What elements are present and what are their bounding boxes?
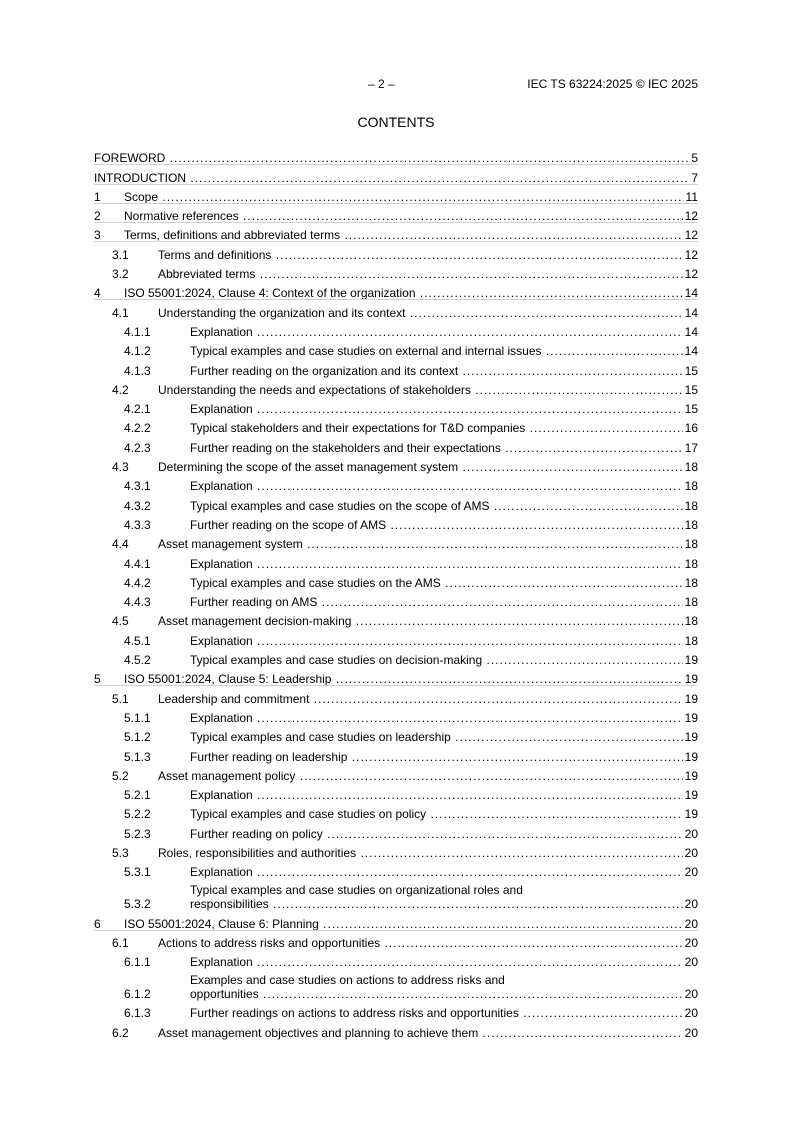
toc-entry-number: 6: [94, 916, 101, 931]
toc-entry-page: 18: [684, 575, 698, 590]
toc-entry-page: 18: [684, 498, 698, 513]
toc-entry-number: 5.3.1: [124, 865, 151, 880]
toc-entry-title: Asset management decision-making .....: [158, 614, 683, 628]
toc-entry-page: 20: [684, 955, 698, 970]
toc-entry-number: 3.2: [112, 267, 129, 282]
toc-entry[interactable]: [94, 841, 698, 860]
toc-entry-page: 20: [684, 826, 698, 841]
toc-entry-page: 20: [684, 935, 698, 950]
toc-entry-number: 5.2: [112, 768, 129, 783]
toc-entry-page: 5: [691, 151, 698, 166]
toc-entry-title-line: Examples and case studies on actions to address risks and: [190, 973, 505, 988]
toc-entry-title: Explanation .....: [190, 634, 683, 648]
toc-entry[interactable]: [94, 744, 698, 763]
document-id: IEC TS 63224:2025 © IEC 2025: [527, 77, 698, 91]
toc-entry-number: 4.5.1: [124, 633, 151, 648]
toc-entry[interactable]: [94, 648, 698, 667]
toc-entry-number: 5.2.3: [124, 826, 151, 841]
toc-entry-title: ISO 55001:2024, Clause 5: Leadership .....: [124, 672, 683, 686]
toc-entry[interactable]: [94, 455, 698, 474]
toc-entry-title: Determining the scope of the asset management system .....: [158, 460, 683, 474]
toc-entry[interactable]: [94, 860, 698, 879]
toc-entry-page: 14: [684, 305, 698, 320]
toc-entry[interactable]: [94, 950, 698, 969]
toc-entry-page: 18: [684, 479, 698, 494]
toc-entry-page: 20: [684, 1025, 698, 1040]
toc-entry[interactable]: [94, 493, 698, 512]
toc-entry[interactable]: [94, 802, 698, 821]
toc-entry[interactable]: [94, 686, 698, 705]
toc-entry-number: 6.2: [112, 1025, 129, 1040]
toc-entry-number: 5.1: [112, 691, 129, 706]
toc-entry-title: Asset management system .....: [158, 537, 683, 551]
toc-entry-title: Explanation .....: [190, 955, 683, 969]
toc-entry-page: 15: [684, 382, 698, 397]
toc-entry-title: Further reading on AMS .....: [190, 595, 683, 609]
toc-entry[interactable]: [94, 281, 698, 300]
toc-entry-title: Typical examples and case studies on policy .....: [190, 807, 683, 821]
toc-entry[interactable]: [94, 551, 698, 570]
toc-entry[interactable]: [94, 435, 698, 454]
toc-entry-number: 4.1: [112, 305, 129, 320]
toc-entry[interactable]: [94, 725, 698, 744]
toc-entry-number: 4.5: [112, 614, 129, 629]
toc-entry-title: FOREWORD .....: [94, 151, 689, 165]
toc-entry-page: 20: [684, 1006, 698, 1021]
toc-entry-title: Normative references .....: [124, 209, 683, 223]
toc-entry-page: 12: [684, 209, 698, 224]
toc-entry-title: Asset management objectives and planning to achieve them .....: [158, 1026, 683, 1040]
toc-entry-title: Explanation .....: [190, 711, 683, 725]
toc-entry[interactable]: [94, 628, 698, 647]
toc-entry-number: 4.4.2: [124, 575, 151, 590]
toc-entry-number: 6.1.3: [124, 1006, 151, 1021]
toc-entry-number: 4.2: [112, 382, 129, 397]
toc-entry-title: Further reading on the stakeholders and their expectations .....: [190, 441, 683, 455]
toc-entry-title: Roles, responsibilities and authorities .....: [158, 846, 683, 860]
toc-entry-page: 14: [684, 286, 698, 301]
toc-entry-title: Leadership and commitment .....: [158, 692, 683, 706]
toc-entry-title: Terms, definitions and abbreviated terms .....: [124, 228, 683, 242]
toc-entry-title: Understanding the needs and expectations of stakeholders .....: [158, 383, 683, 397]
toc-entry-page: 18: [684, 460, 698, 475]
toc-entry-number: 4.1.1: [124, 324, 151, 339]
toc-entry-title: Further reading on policy .....: [190, 827, 683, 841]
toc-entry-number: 4.4: [112, 537, 129, 552]
toc-entry-title: Typical examples and case studies on external and internal issues .....: [190, 344, 683, 358]
toc-entry-page: 18: [684, 556, 698, 571]
toc-entry-title: Typical stakeholders and their expectations for T&D companies .....: [190, 421, 683, 435]
toc-entry-title: Explanation .....: [190, 865, 683, 879]
toc-entry-number: 4.3.3: [124, 517, 151, 532]
toc-entry-number: 4.2.1: [124, 402, 151, 417]
toc-entry[interactable]: [94, 931, 698, 950]
toc-entry-number: 5.1.1: [124, 710, 151, 725]
toc-entry-title: [190, 973, 683, 1001]
toc-entry[interactable]: [94, 474, 698, 493]
toc-entry-title: Explanation .....: [190, 788, 683, 802]
toc-entry-page: 19: [684, 788, 698, 803]
toc-entry[interactable]: [94, 320, 698, 339]
toc-entry-page: 19: [684, 768, 698, 783]
toc-entry-number: 6.1.2: [124, 987, 151, 1002]
toc-entry[interactable]: [94, 969, 698, 1001]
toc-entry-page: 20: [684, 987, 698, 1002]
toc-entry-page: 15: [684, 402, 698, 417]
toc-entry[interactable]: [94, 242, 698, 261]
toc-entry[interactable]: [94, 416, 698, 435]
toc-entry-title-line: opportunities .....: [190, 987, 683, 1001]
toc-entry-page: 19: [684, 691, 698, 706]
toc-entry-title: Typical examples and case studies on leadership .....: [190, 730, 683, 744]
toc-entry-title: Abbreviated terms .....: [158, 267, 683, 281]
toc-entry[interactable]: [94, 1001, 698, 1020]
toc-entry-page: 19: [684, 730, 698, 745]
toc-entry[interactable]: [94, 571, 698, 590]
toc-entry-title-line: responsibilities .....: [190, 897, 683, 911]
toc-entry[interactable]: [94, 223, 698, 242]
toc-entry-title: Typical examples and case studies on the scope of AMS .....: [190, 499, 683, 513]
toc-entry-title: ISO 55001:2024, Clause 6: Planning .....: [124, 917, 683, 931]
toc-entry-title: Understanding the organization and its context .....: [158, 306, 683, 320]
toc-entry-page: 15: [684, 363, 698, 378]
toc-entry-title: INTRODUCTION .....: [94, 171, 689, 185]
toc-entry-number: 5: [94, 672, 101, 687]
toc-entry-page: 20: [684, 897, 698, 912]
toc-entry-title: Explanation .....: [190, 402, 683, 416]
toc-entry-title: Asset management policy .....: [158, 769, 683, 783]
table-of-contents: [94, 146, 698, 1040]
toc-entry-title: Scope .....: [124, 190, 684, 204]
toc-entry-page: 19: [684, 749, 698, 764]
toc-entry-number: 6.1: [112, 935, 129, 950]
toc-entry-page: 12: [684, 228, 698, 243]
page-header: [94, 77, 698, 93]
toc-entry-number: 4.4.1: [124, 556, 151, 571]
toc-entry-title: Explanation .....: [190, 479, 683, 493]
toc-entry-number: 5.1.3: [124, 749, 151, 764]
toc-entry-number: 4.5.2: [124, 653, 151, 668]
toc-entry-number: 2: [94, 209, 101, 224]
toc-entry-number: 4.2.2: [124, 421, 151, 436]
toc-entry-number: 4.4.3: [124, 595, 151, 610]
toc-entry-title-line: Typical examples and case studies on organizational roles and: [190, 883, 523, 898]
toc-entry-number: 3: [94, 228, 101, 243]
toc-entry-title: Terms and definitions .....: [158, 248, 683, 262]
toc-entry-title: Further reading on the scope of AMS .....: [190, 518, 683, 532]
toc-entry-number: 5.3: [112, 845, 129, 860]
toc-entry-page: 7: [691, 170, 698, 185]
toc-entry-page: 12: [684, 247, 698, 262]
toc-entry[interactable]: [94, 783, 698, 802]
toc-entry[interactable]: [94, 764, 698, 783]
toc-entry-page: 20: [684, 865, 698, 880]
toc-entry[interactable]: [94, 300, 698, 319]
toc-entry[interactable]: [94, 821, 698, 840]
toc-entry-number: 4.3.1: [124, 479, 151, 494]
toc-entry-number: 4.2.3: [124, 440, 151, 455]
toc-entry-title: Explanation .....: [190, 557, 683, 571]
toc-entry[interactable]: [94, 397, 698, 416]
toc-entry[interactable]: [94, 204, 698, 223]
toc-entry-page: 18: [684, 614, 698, 629]
toc-entry-number: 5.1.2: [124, 730, 151, 745]
toc-entry-title: [190, 883, 683, 911]
toc-entry-title: Further readings on actions to address risks and opportunities .....: [190, 1006, 683, 1020]
toc-entry[interactable]: [94, 378, 698, 397]
page-number: – 2 –: [368, 77, 395, 91]
toc-entry[interactable]: [94, 590, 698, 609]
toc-entry-number: 6.1.1: [124, 955, 151, 970]
toc-entry-number: 4.1.2: [124, 344, 151, 359]
toc-entry[interactable]: [94, 532, 698, 551]
toc-entry[interactable]: [94, 879, 698, 911]
toc-entry-title: Typical examples and case studies on the AMS .....: [190, 576, 683, 590]
toc-entry-number: 4.3: [112, 460, 129, 475]
toc-entry[interactable]: [94, 358, 698, 377]
toc-entry-title: Actions to address risks and opportunities .....: [158, 936, 683, 950]
toc-entry[interactable]: [94, 185, 698, 204]
toc-entry-page: 11: [685, 189, 698, 204]
toc-entry-page: 20: [684, 916, 698, 931]
toc-entry-number: 5.2.1: [124, 788, 151, 803]
toc-entry-page: 18: [684, 595, 698, 610]
toc-entry[interactable]: [94, 513, 698, 532]
toc-entry-page: 19: [684, 807, 698, 822]
page-title: CONTENTS: [357, 114, 435, 130]
toc-entry-title: ISO 55001:2024, Clause 4: Context of the organization .....: [124, 286, 683, 300]
toc-entry[interactable]: [94, 609, 698, 628]
toc-entry-page: 19: [684, 672, 698, 687]
toc-entry-page: 18: [684, 537, 698, 552]
toc-entry-number: 1: [94, 189, 101, 204]
toc-entry-number: 3.1: [112, 247, 129, 262]
toc-entry-page: 18: [684, 633, 698, 648]
toc-entry-page: 12: [684, 267, 698, 282]
toc-entry-page: 20: [684, 845, 698, 860]
toc-entry-page: 19: [684, 653, 698, 668]
toc-entry-page: 18: [684, 517, 698, 532]
toc-entry-page: 17: [684, 440, 698, 455]
toc-entry[interactable]: [94, 1020, 698, 1039]
toc-entry-page: 16: [684, 421, 698, 436]
toc-entry-title: Explanation .....: [190, 325, 683, 339]
toc-entry-title: Typical examples and case studies on decision-making .....: [190, 653, 683, 667]
toc-entry[interactable]: [94, 911, 698, 930]
toc-entry[interactable]: [94, 706, 698, 725]
toc-entry[interactable]: [94, 146, 698, 165]
toc-entry-page: 14: [684, 324, 698, 339]
toc-entry-number: 4.3.2: [124, 498, 151, 513]
toc-entry-number: 4: [94, 286, 101, 301]
toc-entry-number: 4.1.3: [124, 363, 151, 378]
toc-entry-number: 5.3.2: [124, 897, 151, 912]
toc-entry-page: 19: [684, 710, 698, 725]
toc-entry-number: 5.2.2: [124, 807, 151, 822]
toc-entry-page: 14: [684, 344, 698, 359]
toc-entry-title: Further reading on leadership .....: [190, 750, 683, 764]
toc-entry[interactable]: [94, 165, 698, 184]
toc-entry-title: Further reading on the organization and its context .....: [190, 364, 683, 378]
toc-entry[interactable]: [94, 667, 698, 686]
toc-entry[interactable]: [94, 339, 698, 358]
toc-entry[interactable]: [94, 262, 698, 281]
